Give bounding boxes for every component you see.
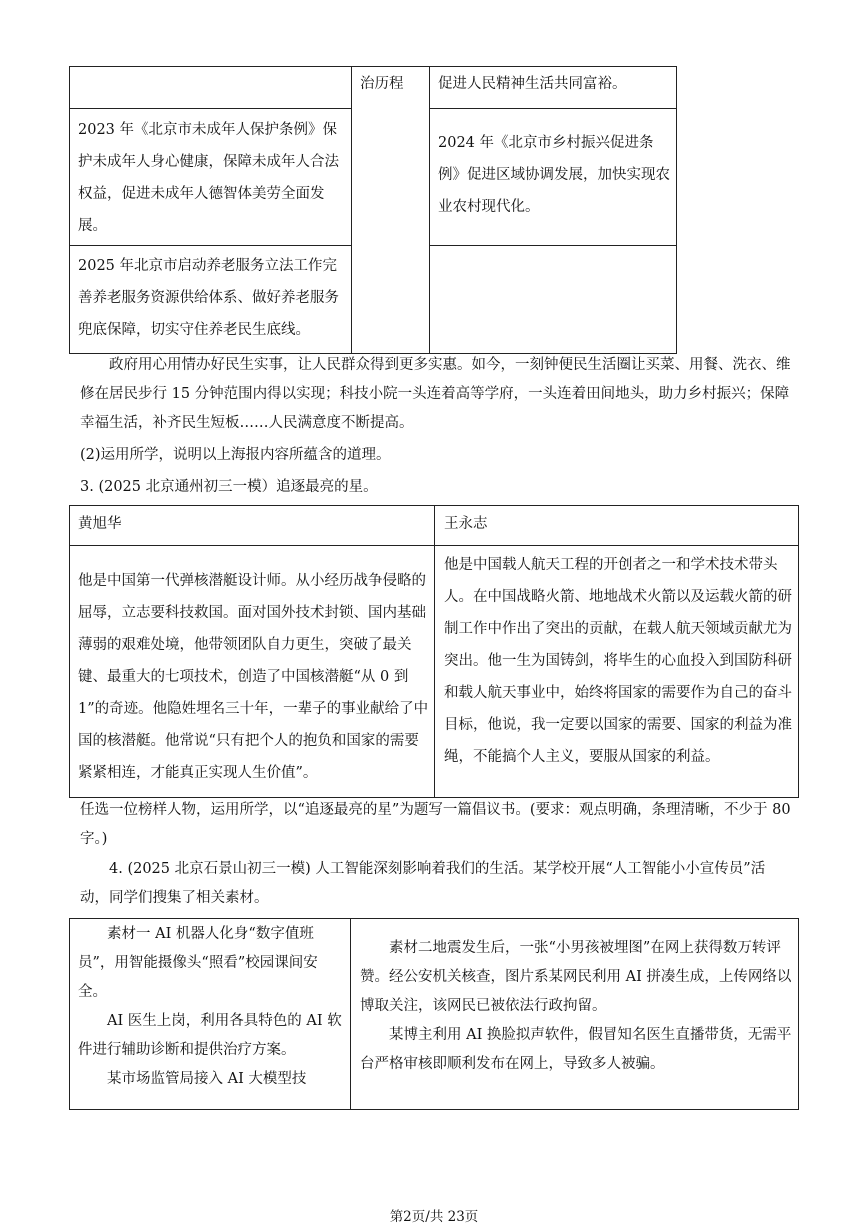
table2-body-right: 他是中国载人航天工程的开创者之一和学术技术带头人。在中国战略火箭、地地战术火箭以及运载火箭的研制工作中作出了突出的贡献，在载人航天领域贡献尤为突出。他一生为国铸剑，将毕生的心血投入到国防科研和载人航天事业中，始终将国家的需要作为自己的奋斗目标，他说，我一定要以国家的需要、国家的利益为准绳，不能搞个人主义，要服从国家的利益。 — [444, 557, 792, 765]
table3-right-cell — [360, 934, 792, 1079]
table1-left-cell-1: 2023 年《北京市未成年人保护条例》保护未成年人身心健康，保障未成年人合法权益，促进未成年人德智体美劳全面发展。 — [78, 122, 339, 234]
page-number: 第2页/共 23页 — [389, 1209, 479, 1225]
material-2-item-2: 某博主利用 AI 换脸拟声软件，假冒知名医生直播带货，无需平台严格审核即顺利发布在网上，导致多人被骗。 — [360, 1027, 792, 1072]
table2-header-right: 王永志 — [444, 516, 488, 532]
question-2: (2)运用所学，说明以上海报内容所蕴含的道理。 — [80, 447, 391, 463]
table2-header-left: 黄旭华 — [78, 516, 122, 532]
poster-paragraph: 政府用心用情办好民生实事，让人民群众得到更多实惠。如今，一刻钟便民生活圈让买菜、用餐、洗衣、维修在居民步行 15 分钟范围内得以实现；科技小院一头连着高等学府，一头连着田间地头，助力乡村振兴；保障幸福生活，补齐民生短板……人民满意度不断提高。 — [80, 357, 791, 431]
material-2-item-1: 素材二地震发生后，一张“小男孩被埋图”在网上获得数万转评赞。经公安机关核查，图片系某网民利用 AI 拼凑生成，上传网络以博取关注，该网民已被依法行政拘留。 — [360, 940, 792, 1014]
question-3-task: 任选一位榜样人物，运用所学，以“追逐最亮的星”为题写一篇倡议书。(要求：观点明确，条理清晰，不少于 80 字。) — [80, 802, 791, 847]
table1-mid-cell: 治历程 — [360, 76, 404, 92]
material-1-item-1: 素材一 AI 机器人化身“数字值班员”，用智能摄像头“照看”校园课间安全。 — [78, 926, 318, 1000]
table1-right-cell-1: 2024 年《北京市乡村振兴促进条例》促进区域协调发展，加快实现农业农村现代化。 — [438, 135, 670, 215]
material-1-item-2: AI 医生上岗，利用各具特色的 AI 软件进行辅助诊断和提供治疗方案。 — [78, 1013, 342, 1058]
table3-left-cell — [78, 920, 344, 1094]
material-1-item-3: 某市场监管局接入 AI 大模型技 — [107, 1071, 307, 1087]
table1-left-cell-2: 2025 年北京市启动养老服务立法工作完善养老服务资源供给体系、做好养老服务兜底保障，切实守住养老民生底线。 — [78, 258, 339, 338]
question-3-title: 3. (2025 北京通州初三一模）追逐最亮的星。 — [80, 479, 378, 495]
question-4-title: 4. (2025 北京石景山初三一模) 人工智能深刻影响着我们的生活。某学校开展“人工智能小小宣传员”活动，同学们搜集了相关素材。 — [80, 861, 766, 906]
table2-body-left: 他是中国第一代弹核潜艇设计师。从小经历战争侵略的屈辱，立志要科技救国。面对国外技术封锁、国内基础薄弱的艰难处境，他带领团队自力更生，突破了最关键、最重大的七项技术，创造了中国核潜艇“从 0 到 1”的奇迹。他隐姓埋名三十年，一辈子的事业献给了中国的核潜艇。他常说“只有把个人的抱负和国家的需要紧紧相连，才能真正实现人生价值”。 — [78, 573, 429, 781]
table1-top-right-cell: 促进人民精神生活共同富裕。 — [438, 76, 627, 92]
